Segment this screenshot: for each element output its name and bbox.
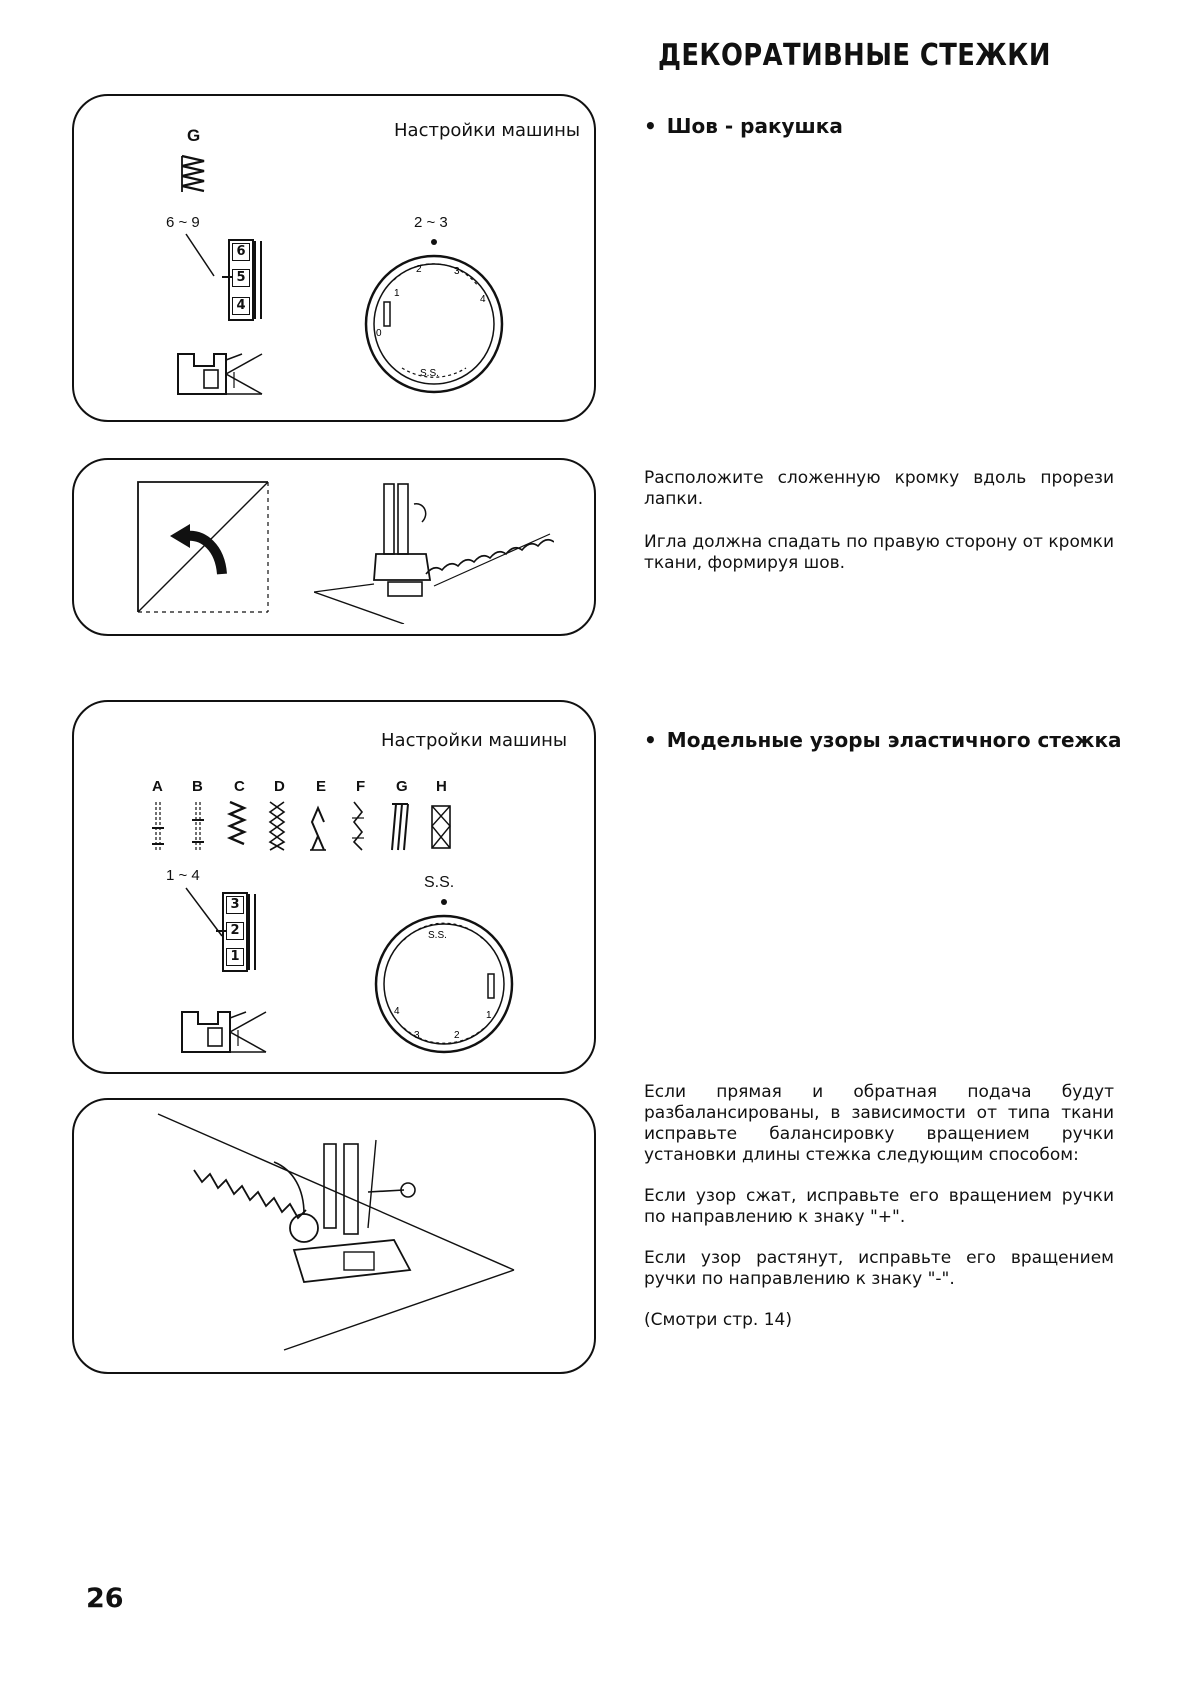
width-pointer-line [182,232,222,282]
dial-mark-ss: S.S. [420,368,439,379]
shell-stitch-instructions [644,468,1114,574]
dial-mark-4: 4 [394,1006,400,1017]
machine-settings-label: Настройки машины [394,120,581,141]
folded-fabric-illustration [134,478,284,618]
stitch-width-scale [228,239,254,321]
dial-mark-1: 1 [394,288,400,299]
dial-mark-3: 3 [414,1030,420,1041]
paragraph: Если узор растянут, исправьте его вращением ручки по направлению к знаку "-". [644,1248,1114,1289]
pattern-letter-e: E [316,778,327,795]
width-scale-3: 3 [226,896,244,914]
pattern-letter-b: B [192,778,203,795]
dial-mark-3: 3 [454,266,460,277]
machine-settings-label: Настройки машины [381,730,568,751]
presser-foot-icon [178,1008,272,1056]
stitch-length-dial-icon [364,896,524,1056]
settings-panel-shell-stitch [72,94,596,422]
width-scale-4: 4 [232,297,250,315]
width-range-label: 6 ~ 9 [166,214,200,231]
dial-mark-1: 1 [486,1010,492,1021]
sewing-shell-stitch-illustration [314,474,554,624]
elastic-pattern-symbols-icon [142,798,472,854]
length-range-label: 2 ~ 3 [414,214,448,231]
width-range-label: 1 ~ 4 [166,867,200,884]
stitch-length-dial-icon [354,236,514,396]
stitch-width-scale [222,892,248,972]
paragraph: Если узор сжат, исправьте его вращением ручки по направлению к знаку "+". [644,1186,1114,1227]
width-scale-5: 5 [232,269,250,287]
dial-mark-2: 2 [454,1030,460,1041]
settings-panel-elastic-stitch [72,700,596,1074]
width-scale-1: 1 [226,948,244,966]
pattern-letter-a: A [152,778,163,795]
pattern-letter-d: D [274,778,285,795]
paragraph: Если прямая и обратная подача будут разбалансированы, в зависимости от типа ткани исправьте балансировку вращением ручки установки длины стежка следующим способом: [644,1082,1114,1165]
pattern-letter-h: H [436,778,447,795]
elastic-stitch-instructions [644,1082,1114,1331]
shell-stitch-symbol-icon [178,152,208,198]
elastic-stitch-heading-text: Модельные узоры эластичного стежка [666,728,1122,752]
length-ss-label: S.S. [424,874,455,891]
section-heading-elastic-stitch: • Модельные узоры эластичного стежка [644,728,1122,752]
dial-mark-4: 4 [480,294,486,305]
pattern-letter: G [187,126,201,145]
pattern-letter-f: F [356,778,366,795]
pattern-letter-c: C [234,778,245,795]
shell-stitch-heading-text: Шов - ракушка [666,114,843,138]
paragraph: (Смотри стр. 14) [644,1310,792,1330]
dial-mark-ss: S.S. [428,930,447,941]
sewing-elastic-stitch-illustration [154,1110,534,1360]
page-title: ДЕКОРАТИВНЫЕ СТЕЖКИ [658,38,1051,73]
width-scale-2: 2 [226,922,244,940]
illustration-panel-fold-edge [72,458,596,636]
paragraph: Расположите сложенную кромку вдоль прорези лапки. [644,468,1114,509]
width-scale-6: 6 [232,243,250,261]
illustration-panel-elastic-sewing [72,1098,596,1374]
paragraph: Игла должна спадать по правую сторону от кромки ткани, формируя шов. [644,532,1114,573]
dial-mark-0: 0 [376,328,382,339]
section-heading-shell-stitch: • Шов - ракушка [644,114,843,138]
presser-foot-icon [174,350,268,398]
pattern-letter-g: G [396,778,408,795]
dial-mark-2: 2 [416,264,422,275]
page-number: 26 [86,1583,124,1614]
